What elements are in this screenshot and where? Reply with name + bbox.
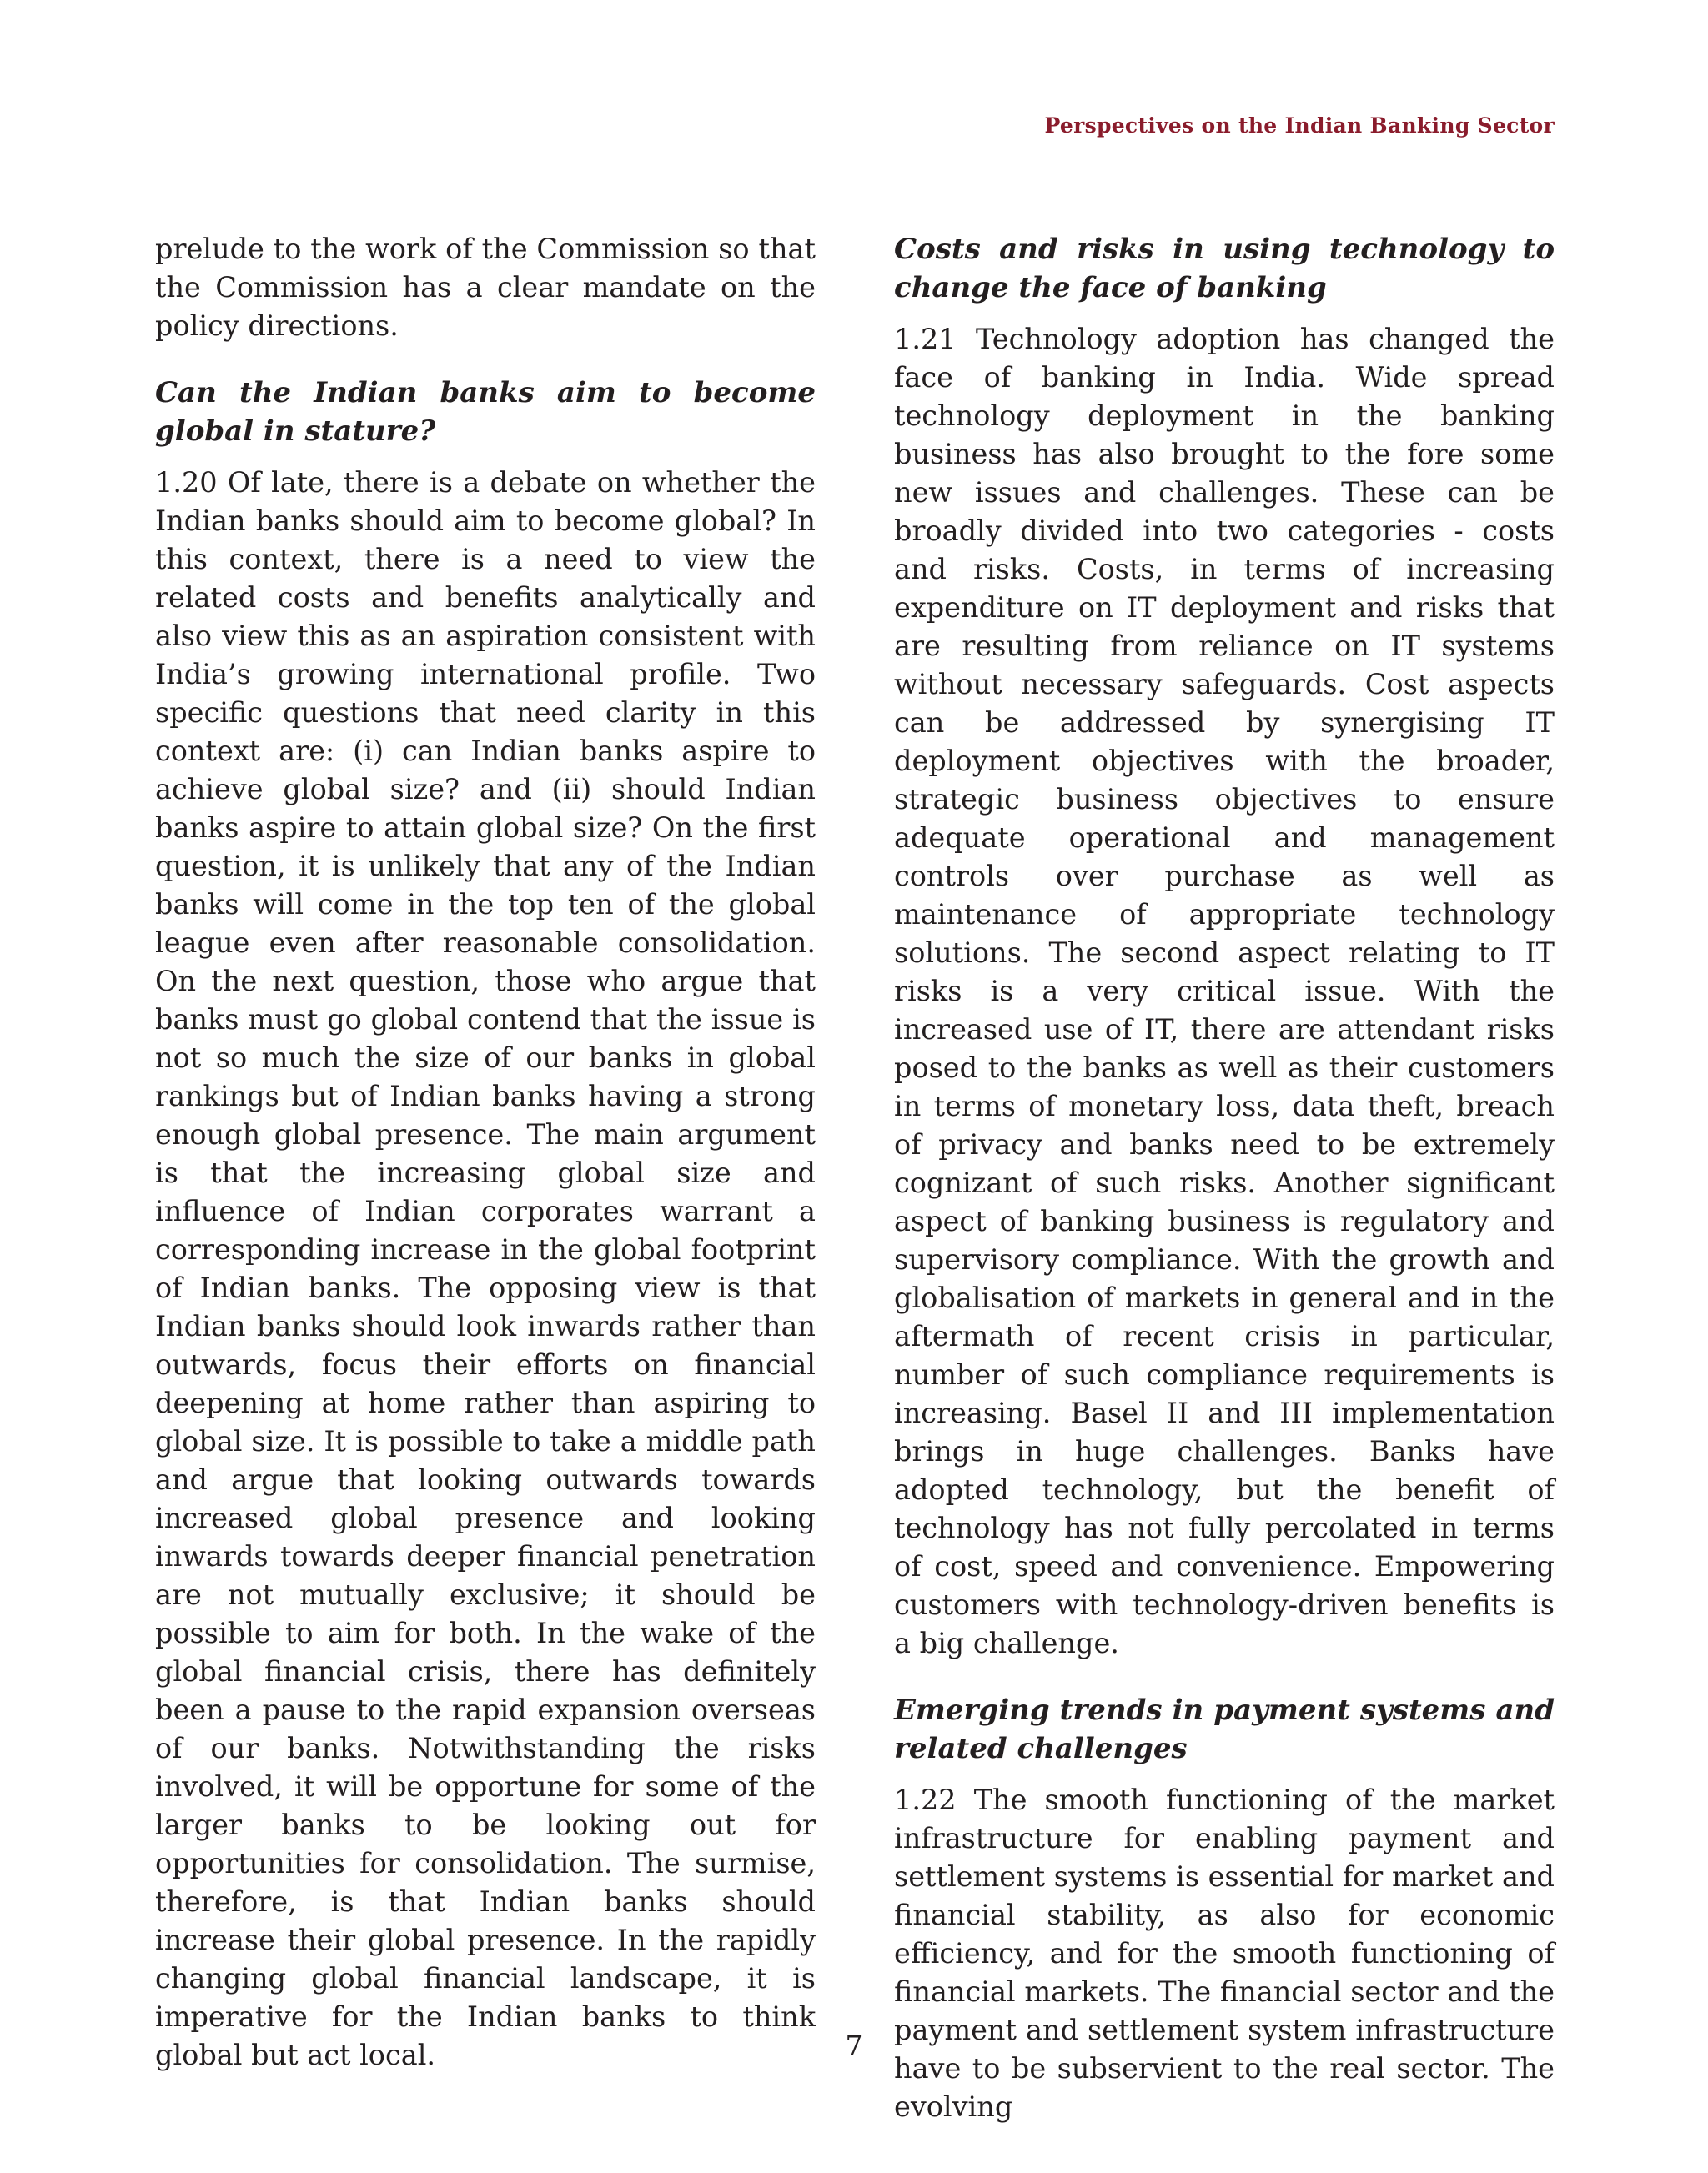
section-heading-technology-costs-risks: Costs and risks in using technology to change the face of banking xyxy=(894,233,1555,304)
page-number: 7 xyxy=(845,2030,863,2062)
right-column xyxy=(894,230,1555,2126)
continued-paragraph: prelude to the work of the Commission so that the Commission has a clear mandate on the policy directions. xyxy=(155,233,816,342)
paragraph-1-22: 1.22 The smooth functioning of the market infrastructure for enabling payment and settlement systems is essential for market and financial stability, as also for economic efficiency, and for the smooth functioning of financial markets. The financial sector and the payment and settlement system infrastructure have to be subservient to the real sector. The evolving xyxy=(894,1784,1555,2123)
paragraph-1-20: 1.20 Of late, there is a debate on whether the Indian banks should aim to become global? In this context, there is a need to view the related costs and benefits analytically and also view this as an aspiration consistent with India’s growing international profile. Two specific questions that need clarity in this context are: (i) can Indian banks aspire to achieve global size? and (ii) should Indian banks aspire to attain global size? On the first question, it is unlikely that any of the Indian banks will come in the top ten of the global league even after reasonable consolidation. On the next question, those who argue that banks must go global contend that the issue is not so much the size of our banks in global rankings but of Indian banks having a strong enough global presence. The main argument is that the increasing global size and influence of Indian corporates warrant a corresponding increase in the global footprint of Indian banks. The opposing view is that Indian banks should look inwards rather than outwards, focus their efforts on financial deepening at home rather than aspiring to global size. It is possible to take a middle path and argue that looking outwards towards increased global presence and looking inwards towards deeper financial penetration are not mutually exclusive; it should be possible to aim for both. In the wake of the global financial crisis, there has definitely been a pause to the rapid expansion overseas of our banks. Notwithstanding the risks involved, it will be opportune for some of the larger banks to be looking out for opportunities for consolidation. The surmise, therefore, is that Indian banks should increase their global presence. In the rapidly changing global financial landscape, it is imperative for the Indian banks to think global but act local. xyxy=(155,466,816,2071)
section-heading-global-stature: Can the Indian banks aim to become global in stature? xyxy=(155,376,816,448)
section-heading-payment-systems: Emerging trends in payment systems and related challenges xyxy=(894,1694,1555,1765)
running-header-title: Perspectives on the Indian Banking Sector xyxy=(1044,113,1555,138)
paragraph-1-21: 1.21 Technology adoption has changed the face of banking in India. Wide spread technology deployment in the banking business has also brought to the fore some new issues and challenges. These can be broadly divided into two categories - costs and risks. Costs, in terms of increasing expenditure on IT deployment and risks that are resulting from reliance on IT systems without necessary safeguards. Cost aspects can be addressed by synergising IT deployment objectives with the broader, strategic business objectives to ensure adequate operational and management controls over purchase as well as maintenance of appropriate technology solutions. The second aspect relating to IT risks is a very critical issue. With the increased use of IT, there are attendant risks posed to the banks as well as their customers in terms of monetary loss, data theft, breach of privacy and banks need to be extremely cognizant of such risks. Another significant aspect of banking business is regulatory and supervisory compliance. With the growth and globalisation of markets in general and in the aftermath of recent crisis in particular, number of such compliance requirements is increasing. Basel II and III implementation brings in huge challenges. Banks have adopted technology, but the benefit of technology has not fully percolated in terms of cost, speed and convenience. Empowering customers with technology-driven benefits is a big challenge. xyxy=(894,323,1555,1659)
left-column xyxy=(155,230,816,2075)
